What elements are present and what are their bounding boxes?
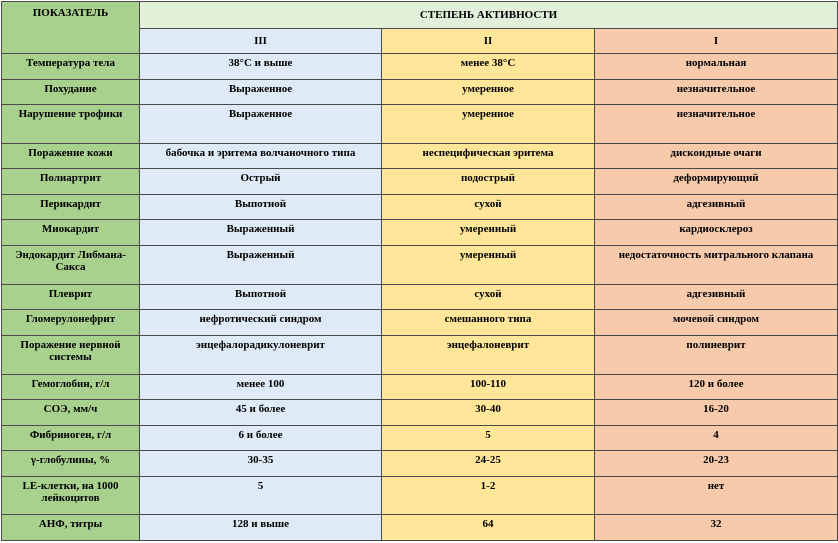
- row-degree-2: 30-40: [382, 400, 595, 426]
- row-degree-1: адгезивный: [595, 285, 838, 310]
- row-degree-1: полиневрит: [595, 336, 838, 375]
- activity-header: СТЕПЕНЬ АКТИВНОСТИ: [140, 2, 838, 29]
- row-degree-2: умеренный: [382, 220, 595, 246]
- table-row: [2, 195, 838, 220]
- row-param: Полиартрит: [2, 169, 140, 195]
- table-row: [2, 451, 838, 477]
- row-degree-1: 120 и более: [595, 375, 838, 400]
- row-degree-1: деформирующий: [595, 169, 838, 195]
- degree-1-header: I: [595, 29, 838, 54]
- table-row: [2, 426, 838, 451]
- row-param: Перикардит: [2, 195, 140, 220]
- row-degree-3: менее 100: [140, 375, 382, 400]
- table-row: [2, 477, 838, 515]
- table-row: [2, 375, 838, 400]
- row-degree-2: умеренное: [382, 105, 595, 144]
- table-row: [2, 285, 838, 310]
- row-degree-3: Острый: [140, 169, 382, 195]
- row-param: Миокардит: [2, 220, 140, 246]
- row-param: γ-глобулины, %: [2, 451, 140, 477]
- table-row: [2, 169, 838, 195]
- row-degree-2: 100-110: [382, 375, 595, 400]
- row-degree-3: бабочка и эритема волчаночного типа: [140, 144, 382, 169]
- table-row: [2, 54, 838, 80]
- table-row: [2, 144, 838, 169]
- row-param: Эндокардит Либмана-Сакса: [2, 246, 140, 285]
- row-degree-1: кардиосклероз: [595, 220, 838, 246]
- row-degree-1: незначительное: [595, 105, 838, 144]
- row-degree-3: 38°C и выше: [140, 54, 382, 80]
- row-degree-2: подострый: [382, 169, 595, 195]
- degree-3-header: III: [140, 29, 382, 54]
- row-param: Нарушение трофики: [2, 105, 140, 144]
- row-degree-3: Выпотной: [140, 285, 382, 310]
- row-degree-3: 45 и более: [140, 400, 382, 426]
- activity-table: [1, 1, 838, 541]
- row-param: Гломерулонефрит: [2, 310, 140, 336]
- row-degree-2: умеренный: [382, 246, 595, 285]
- row-param: Температура тела: [2, 54, 140, 80]
- table-row: [2, 400, 838, 426]
- table-row: [2, 515, 838, 541]
- row-param: Плеврит: [2, 285, 140, 310]
- row-degree-3: 128 и выше: [140, 515, 382, 541]
- row-degree-1: нормальная: [595, 54, 838, 80]
- row-degree-2: менее 38°C: [382, 54, 595, 80]
- row-degree-2: сухой: [382, 195, 595, 220]
- row-degree-1: незначительное: [595, 80, 838, 105]
- degree-2-header: II: [382, 29, 595, 54]
- row-degree-2: 64: [382, 515, 595, 541]
- table-row: [2, 220, 838, 246]
- row-degree-1: нет: [595, 477, 838, 515]
- row-param: АНФ, титры: [2, 515, 140, 541]
- table-row: [2, 105, 838, 144]
- row-param: Поражение кожи: [2, 144, 140, 169]
- row-degree-1: дискоидные очаги: [595, 144, 838, 169]
- row-degree-2: смешанного типа: [382, 310, 595, 336]
- row-degree-2: умеренное: [382, 80, 595, 105]
- row-degree-2: неспецифическая эритема: [382, 144, 595, 169]
- row-degree-1: 20-23: [595, 451, 838, 477]
- row-param: Фибриноген, г/л: [2, 426, 140, 451]
- row-degree-2: сухой: [382, 285, 595, 310]
- row-param: Гемоглобин, г/л: [2, 375, 140, 400]
- header-row: [2, 2, 838, 29]
- table-body: [2, 2, 838, 541]
- row-degree-3: Выпотной: [140, 195, 382, 220]
- row-degree-2: 24-25: [382, 451, 595, 477]
- row-degree-1: недостаточность митрального клапана: [595, 246, 838, 285]
- row-degree-3: Выраженное: [140, 105, 382, 144]
- row-degree-1: 4: [595, 426, 838, 451]
- row-degree-3: Выраженный: [140, 246, 382, 285]
- row-param: LE-клетки, на 1000 лейкоцитов: [2, 477, 140, 515]
- row-degree-2: энцефалоневрит: [382, 336, 595, 375]
- row-degree-3: 30-35: [140, 451, 382, 477]
- row-degree-1: адгезивный: [595, 195, 838, 220]
- row-param: Похудание: [2, 80, 140, 105]
- row-degree-1: 16-20: [595, 400, 838, 426]
- row-degree-3: 5: [140, 477, 382, 515]
- row-degree-2: 1-2: [382, 477, 595, 515]
- table-row: [2, 246, 838, 285]
- row-param: Поражение нервной системы: [2, 336, 140, 375]
- table-row: [2, 336, 838, 375]
- row-degree-3: Выраженное: [140, 80, 382, 105]
- row-degree-2: 5: [382, 426, 595, 451]
- row-degree-3: Выраженный: [140, 220, 382, 246]
- table-row: [2, 310, 838, 336]
- param-header: ПОКАЗАТЕЛЬ: [2, 2, 140, 54]
- row-degree-1: 32: [595, 515, 838, 541]
- row-degree-3: 6 и более: [140, 426, 382, 451]
- row-degree-1: мочевой синдром: [595, 310, 838, 336]
- row-param: СОЭ, мм/ч: [2, 400, 140, 426]
- row-degree-3: энцефалорадикулоневрит: [140, 336, 382, 375]
- row-degree-3: нефротический синдром: [140, 310, 382, 336]
- table-row: [2, 80, 838, 105]
